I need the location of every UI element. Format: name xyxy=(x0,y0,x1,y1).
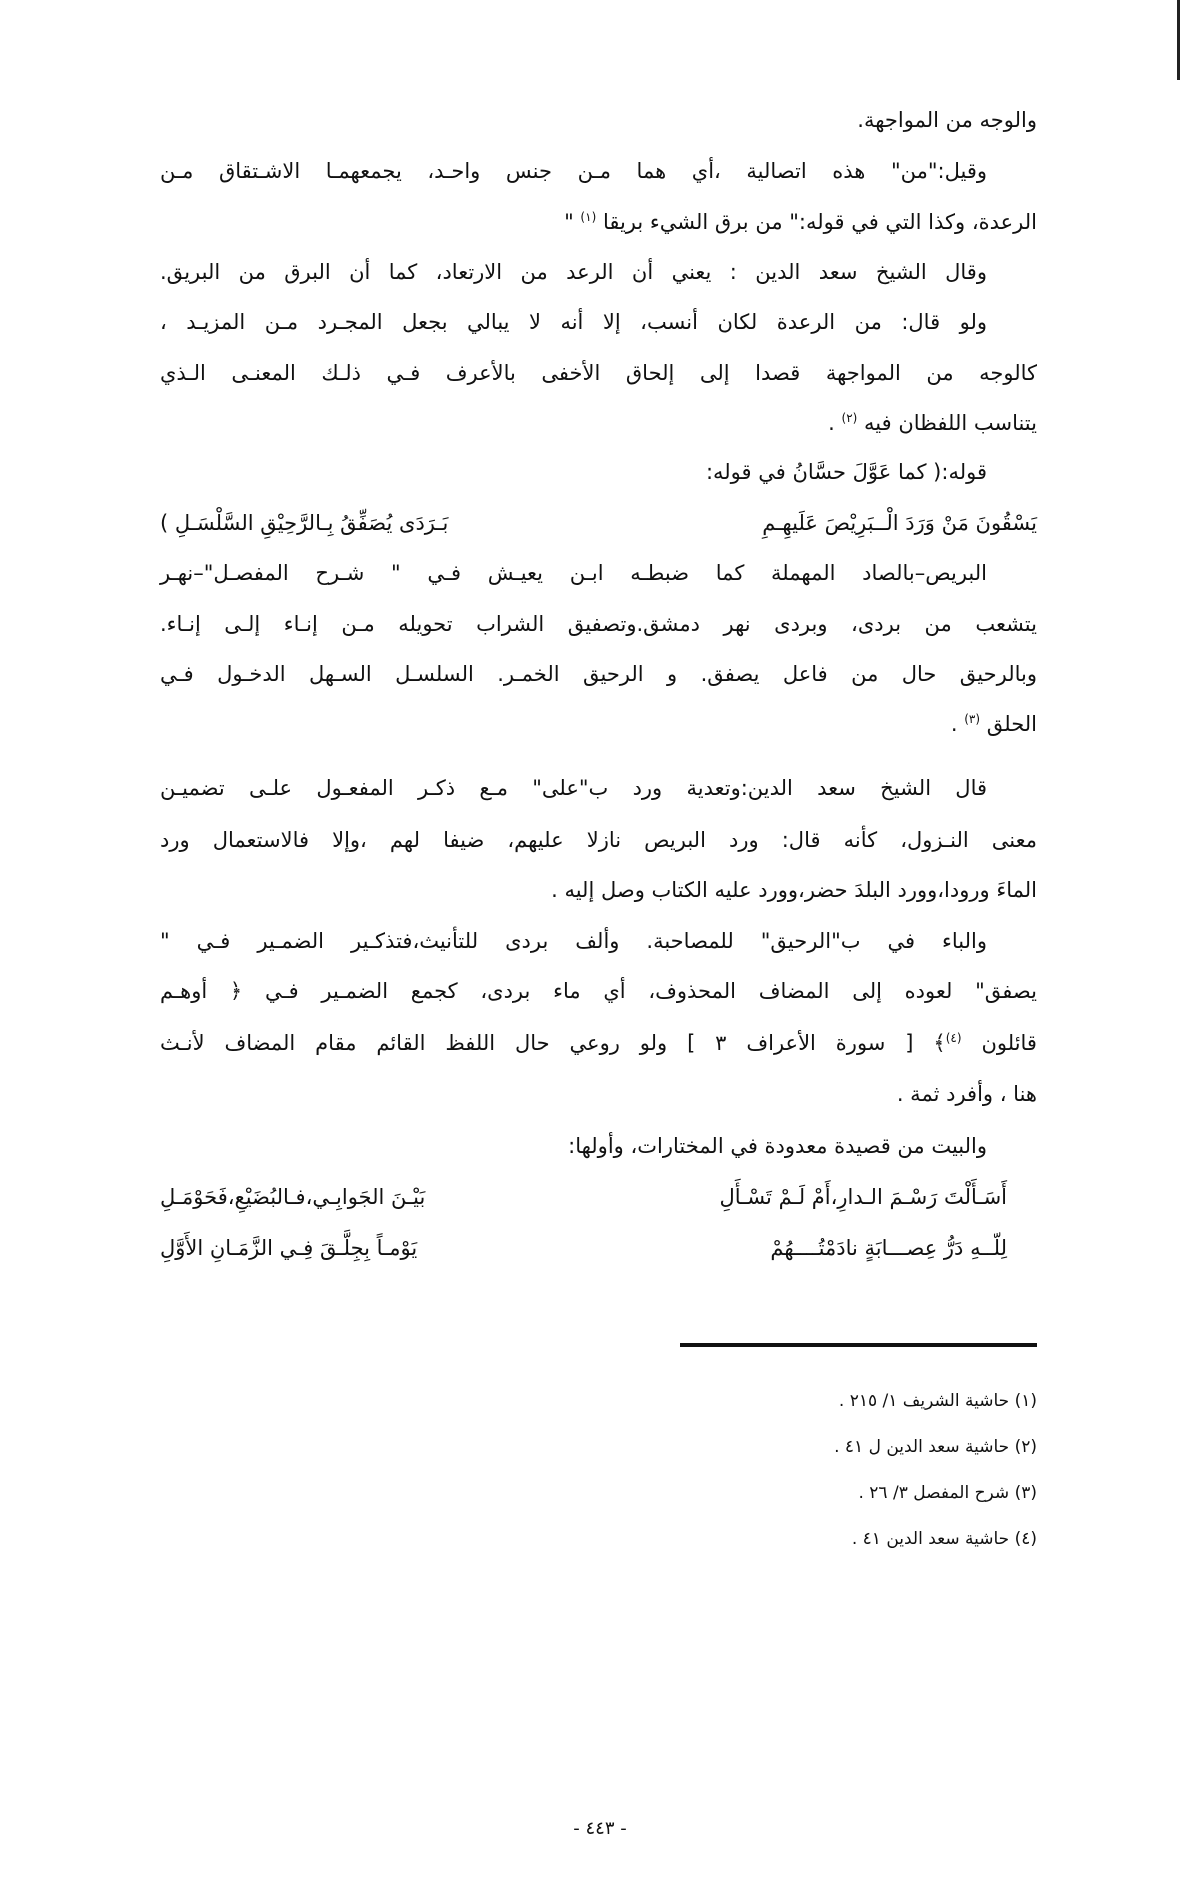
text-line xyxy=(160,700,1037,748)
verse-hemistich-left: يَوْمـاً بِجِلَّـقَ فِـي الزَّمَـانِ الأَوَّلِ xyxy=(160,1236,418,1260)
footnote-ref: (٣) xyxy=(964,712,981,726)
text-line: البريص–بالصاد المهملة كما ضبطـه ابـن يعيـش فـي " شـرح المفصـل"–نهـر xyxy=(160,561,987,585)
line-text: ﴾ [ سورة الأعراف ٣ ] ولو روعي حال اللفظ القائم مقام المضاف لأنـث xyxy=(160,1031,946,1055)
verse-hemistich-right: أَسَـأَلْتَ رَسْـمَ الـدارِ،أَمْ لَـمْ تَسْـأَلِ xyxy=(719,1185,1007,1209)
text-line: قوله:( كما عَوَّلَ حسَّانُ في قوله: xyxy=(705,460,987,484)
text-line: والوجه من المواجهة. xyxy=(857,108,1037,132)
text-line: والبيت من قصيدة معدودة في المختارات، وأولها: xyxy=(568,1134,987,1158)
text-line: وقال الشيخ سعد الدين : يعني أن الرعد من الارتعاد، كما أن البرق من البريق. xyxy=(160,260,987,284)
text-line: الماءَ ورودا،وورد البلدَ حضر،وورد عليه الكتاب وصل إليه . xyxy=(551,878,1037,902)
text-line xyxy=(160,399,1037,447)
text-line: هنا ، وأفرد ثمة . xyxy=(896,1082,1037,1106)
line-text: الرعدة، وكذا التي في قوله:" من برق الشيء بريقا xyxy=(602,210,1037,234)
text-line: ولو قال: من الرعدة لكان أنسب، إلا أنه لا يبالي بجعل المجـرد مـن المزيـد ، xyxy=(160,310,987,334)
line-text: " xyxy=(564,210,581,234)
line-text: . xyxy=(828,411,842,435)
line-text: قائلون xyxy=(981,1031,1037,1055)
text-line xyxy=(160,1019,1037,1067)
verse-hemistich-right: لِلّــهِ دَرُّ عِصـــابَةٍ نادَمْتُــــهُمْ xyxy=(770,1236,1007,1260)
footnote: (٢) حاشية سعد الدين ل ٤١ . xyxy=(834,1437,1037,1457)
footnote: (١) حاشية الشريف ١/ ٢١٥ . xyxy=(838,1391,1037,1411)
footnote-ref: (٢) xyxy=(841,411,858,425)
text-line: كالوجه من المواجهة قصدا إلى إلحاق الأخفى بالأعرف فـي ذلـك المعنـى الـذي xyxy=(160,361,1037,385)
footnote-divider xyxy=(680,1343,1037,1347)
text-line: وبالرحيق حال من فاعل يصفق. و الرحيق الخمـر. السلسـل السـهل الدخـول فـي xyxy=(160,662,1037,686)
text-line xyxy=(160,198,1037,246)
text-line: قال الشيخ سعد الدين:وتعدية ورد ب"على" مـع ذكـر المفعـول علـى تضميـن xyxy=(160,776,987,800)
verse-hemistich-left: بَيْـنَ الجَوابِـي،فـالبُضَيْعِ،فَحَوْمَـلِ xyxy=(160,1185,426,1209)
line-text: . xyxy=(950,712,965,736)
text-line: والباء في ب"الرحيق" للمصاحبة. وألف بردى للتأنيث،فتذكـير الضمـير فـي " xyxy=(160,929,987,953)
line-text: الحلق xyxy=(986,712,1037,736)
line-text: يتناسب اللفظان فيه xyxy=(864,411,1037,435)
verse-hemistich-left: بَـرَدَى يُصَفِّقُ بِـالرَّحِيْقِ السَّلْسَـلِ ) xyxy=(160,511,449,535)
text-line: معنى النـزول، كأنه قال: ورد البريص نازلا عليهم، ضيفا لهم ،وإلا فالاستعمال ورد xyxy=(160,828,1037,852)
footnote: (٣) شرح المفصل ٣/ ٢٦ . xyxy=(858,1483,1037,1503)
verse-hemistich-right: يَسْقُونَ مَنْ وَرَدَ الْــبَرِيْصَ عَلَيهِـمِ xyxy=(762,511,1037,535)
footnote: (٤) حاشية سعد الدين ٤١ . xyxy=(851,1529,1037,1549)
footnote-ref: (١) xyxy=(580,210,597,224)
text-line: يصفق" لعوده إلى المضاف المحذوف، أي ماء بردى، كجمع الضمـير فـي ﴿ أوهـم xyxy=(160,979,1037,1003)
text-line: وقيل:"من" هذه اتصالية ،أي هما مـن جنس واحـد، يجمعهمـا الاشـتقاق مـن xyxy=(160,159,987,183)
text-line: يتشعب من بردى، وبردى نهر دمشق.وتصفيق الشراب تحويله مـن إنـاء إلـى إنـاء. xyxy=(160,612,1037,636)
page-number: - ٤٤٣ - xyxy=(573,1818,627,1839)
page-edge xyxy=(1177,0,1180,80)
footnote-ref: (٤) xyxy=(945,1031,962,1045)
